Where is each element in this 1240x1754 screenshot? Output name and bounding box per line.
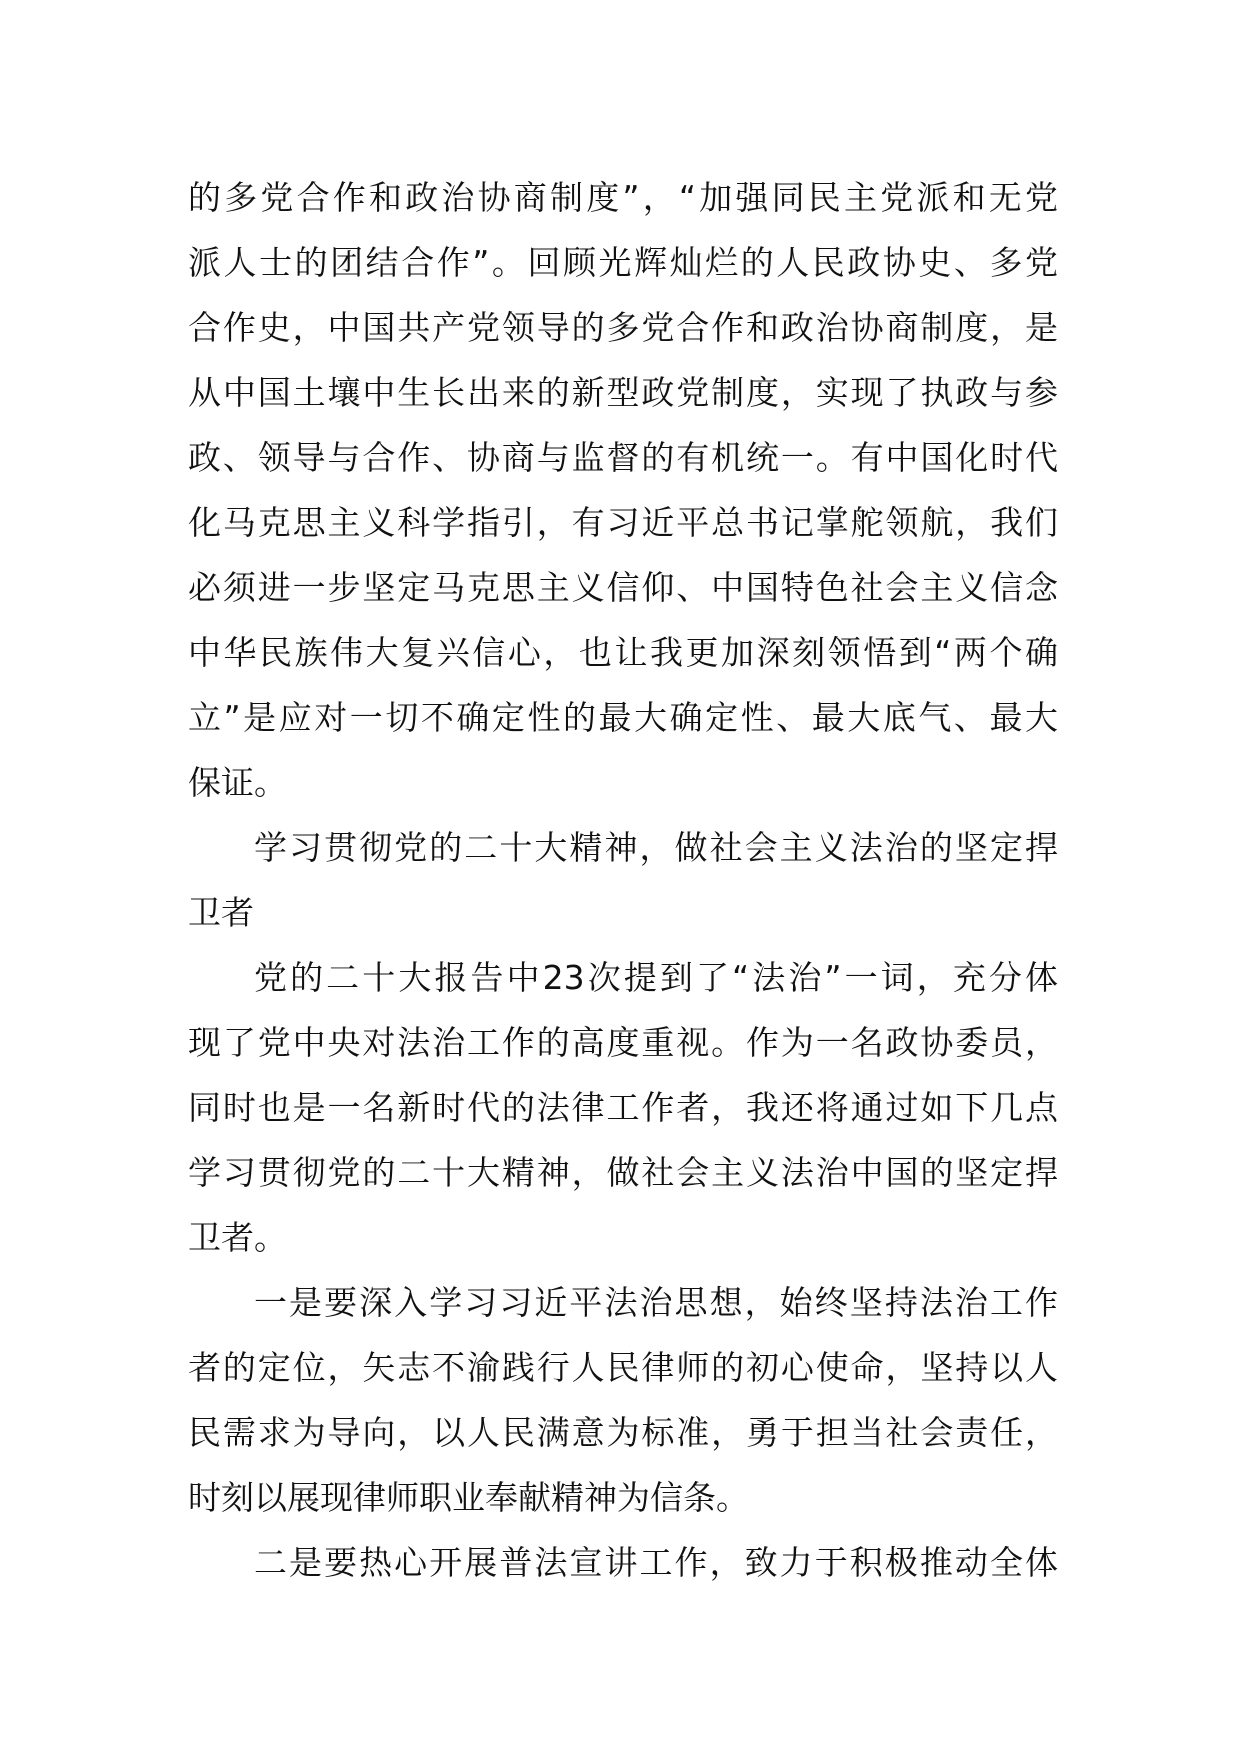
text-line: 合作史，中国共产党领导的多党合作和政治协商制度，是 [188,308,1058,347]
text-line: 二是要热心开展普法宣讲工作，致力于积极推动全体 [254,1543,1058,1582]
section-heading-line: 卫者 [188,893,254,932]
text-line: 卫者。 [188,1218,287,1257]
text-line: 保证。 [188,763,287,802]
text-line: 派人士的团结合作”。回顾光辉灿烂的人民政协史、多党 [188,243,1058,282]
text-line: 的多党合作和政治协商制度”，“加强同民主党派和无党 [188,178,1058,217]
text-line: 民需求为导向，以人民满意为标准，勇于担当社会责任， [188,1413,1058,1452]
text-line: 学习贯彻党的二十大精神，做社会主义法治中国的坚定捍 [188,1153,1058,1192]
text-line: 从中国土壤中生长出来的新型政党制度，实现了执政与参 [188,373,1058,412]
text-line: 立”是应对一切不确定性的最大确定性、最大底气、最大 [188,698,1058,737]
text-line: 中华民族伟大复兴信心，也让我更加深刻领悟到“两个确 [188,633,1058,672]
text-line: 同时也是一名新时代的法律工作者，我还将通过如下几点 [188,1088,1058,1127]
document-body [188,165,1058,1595]
text-line: 必须进一步坚定马克思主义信仰、中国特色社会主义信念 [188,568,1058,607]
text-line: 者的定位，矢志不渝践行人民律师的初心使命，坚持以人 [188,1348,1058,1387]
section-heading-line: 学习贯彻党的二十大精神，做社会主义法治的坚定捍 [254,828,1058,867]
text-line: 时刻以展现律师职业奉献精神为信条。 [188,1478,749,1517]
text-line: 现了党中央对法治工作的高度重视。作为一名政协委员， [188,1023,1058,1062]
text-line: 一是要深入学习习近平法治思想，始终坚持法治工作 [254,1283,1058,1322]
text-line: 化马克思主义科学指引，有习近平总书记掌舵领航，我们 [188,503,1058,542]
text-line: 政、领导与合作、协商与监督的有机统一。有中国化时代 [188,438,1058,477]
text-line: 党的二十大报告中23次提到了“法治”一词，充分体 [254,958,1058,997]
